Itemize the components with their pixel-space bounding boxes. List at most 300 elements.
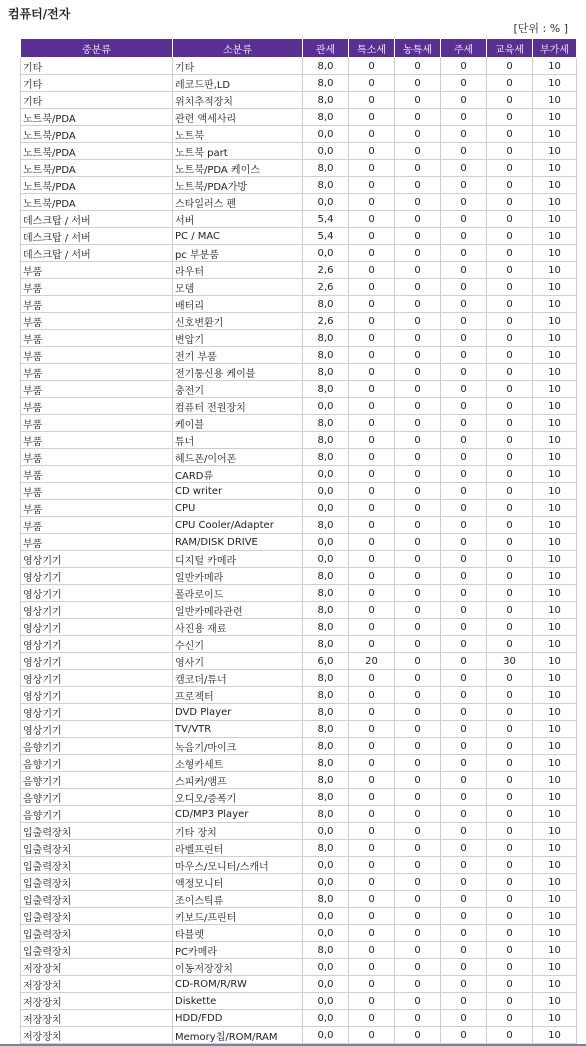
cell-liquor-tax: 0 <box>441 585 487 602</box>
cell-vat: 10 <box>533 449 577 466</box>
cell-customs-duty: 8,0 <box>303 704 349 721</box>
table-row <box>21 908 577 925</box>
table-row <box>21 721 577 738</box>
cell-rural-special-tax: 0 <box>395 449 441 466</box>
cell-rural-special-tax: 0 <box>395 772 441 789</box>
cell-education-tax: 0 <box>487 568 533 585</box>
cell-liquor-tax: 0 <box>441 993 487 1010</box>
cell-rural-special-tax: 0 <box>395 177 441 194</box>
cell-customs-duty: 0,0 <box>303 194 349 211</box>
cell-vat: 10 <box>533 483 577 500</box>
cell-customs-duty: 0,0 <box>303 534 349 551</box>
cell-sub-category: 캠코더/튜너 <box>173 670 303 687</box>
cell-special-consumption-tax: 0 <box>349 466 395 483</box>
cell-liquor-tax: 0 <box>441 908 487 925</box>
cell-mid-category: 음향기기 <box>21 755 173 772</box>
cell-sub-category: 일반카메라관련 <box>173 602 303 619</box>
cell-customs-duty: 8,0 <box>303 517 349 534</box>
cell-customs-duty: 8,0 <box>303 109 349 126</box>
cell-liquor-tax: 0 <box>441 568 487 585</box>
table-row <box>21 602 577 619</box>
cell-vat: 10 <box>533 636 577 653</box>
cell-customs-duty: 8,0 <box>303 330 349 347</box>
cell-sub-category: 스피커/앰프 <box>173 772 303 789</box>
cell-special-consumption-tax: 0 <box>349 874 395 891</box>
cell-special-consumption-tax: 0 <box>349 279 395 296</box>
cell-sub-category: RAM/DISK DRIVE <box>173 534 303 551</box>
cell-customs-duty: 5,4 <box>303 228 349 245</box>
cell-mid-category: 노트북/PDA <box>21 194 173 211</box>
cell-customs-duty: 0,0 <box>303 874 349 891</box>
cell-rural-special-tax: 0 <box>395 585 441 602</box>
cell-education-tax: 0 <box>487 942 533 959</box>
cell-education-tax: 0 <box>487 466 533 483</box>
cell-sub-category: 신호변환기 <box>173 313 303 330</box>
cell-customs-duty: 8,0 <box>303 602 349 619</box>
cell-rural-special-tax: 0 <box>395 92 441 109</box>
cell-vat: 10 <box>533 704 577 721</box>
cell-special-consumption-tax: 0 <box>349 636 395 653</box>
table-row <box>21 364 577 381</box>
cell-rural-special-tax: 0 <box>395 313 441 330</box>
cell-education-tax: 0 <box>487 177 533 194</box>
cell-mid-category: 영상기기 <box>21 551 173 568</box>
cell-sub-category: 이동저장장치 <box>173 959 303 976</box>
table-row <box>21 993 577 1010</box>
cell-vat: 10 <box>533 279 577 296</box>
cell-liquor-tax: 0 <box>441 483 487 500</box>
cell-mid-category: 부품 <box>21 381 173 398</box>
table-row <box>21 568 577 585</box>
cell-education-tax: 0 <box>487 789 533 806</box>
cell-liquor-tax: 0 <box>441 330 487 347</box>
table-row <box>21 92 577 109</box>
cell-sub-category: 서버 <box>173 211 303 228</box>
cell-education-tax: 0 <box>487 755 533 772</box>
cell-special-consumption-tax: 0 <box>349 772 395 789</box>
cell-vat: 10 <box>533 364 577 381</box>
cell-vat: 10 <box>533 568 577 585</box>
table-row <box>21 806 577 823</box>
cell-special-consumption-tax: 0 <box>349 500 395 517</box>
cell-mid-category: 음향기기 <box>21 789 173 806</box>
cell-liquor-tax: 0 <box>441 840 487 857</box>
cell-liquor-tax: 0 <box>441 959 487 976</box>
cell-vat: 10 <box>533 177 577 194</box>
table-row <box>21 840 577 857</box>
cell-vat: 10 <box>533 619 577 636</box>
table-row <box>21 636 577 653</box>
cell-mid-category: 입출력장치 <box>21 840 173 857</box>
table-row <box>21 1010 577 1027</box>
cell-mid-category: 영상기기 <box>21 704 173 721</box>
cell-sub-category: 타블렛 <box>173 925 303 942</box>
cell-customs-duty: 8,0 <box>303 721 349 738</box>
cell-mid-category: 노트북/PDA <box>21 160 173 177</box>
cell-mid-category: 기타 <box>21 92 173 109</box>
cell-special-consumption-tax: 20 <box>349 653 395 670</box>
cell-mid-category: 영상기기 <box>21 653 173 670</box>
cell-rural-special-tax: 0 <box>395 789 441 806</box>
cell-education-tax: 0 <box>487 296 533 313</box>
header-liquor-tax: 주세 <box>441 39 487 58</box>
cell-liquor-tax: 0 <box>441 551 487 568</box>
cell-liquor-tax: 0 <box>441 636 487 653</box>
cell-customs-duty: 8,0 <box>303 789 349 806</box>
cell-sub-category: 라우터 <box>173 262 303 279</box>
cell-mid-category: 영상기기 <box>21 568 173 585</box>
cell-liquor-tax: 0 <box>441 415 487 432</box>
cell-vat: 10 <box>533 228 577 245</box>
cell-vat: 10 <box>533 381 577 398</box>
cell-sub-category: 충전기 <box>173 381 303 398</box>
cell-rural-special-tax: 0 <box>395 993 441 1010</box>
cell-education-tax: 0 <box>487 551 533 568</box>
cell-mid-category: 노트북/PDA <box>21 109 173 126</box>
cell-liquor-tax: 0 <box>441 772 487 789</box>
cell-liquor-tax: 0 <box>441 755 487 772</box>
cell-liquor-tax: 0 <box>441 942 487 959</box>
cell-sub-category: 노트북 <box>173 126 303 143</box>
cell-rural-special-tax: 0 <box>395 364 441 381</box>
table-row <box>21 75 577 92</box>
cell-liquor-tax: 0 <box>441 619 487 636</box>
cell-vat: 10 <box>533 1027 577 1044</box>
cell-liquor-tax: 0 <box>441 738 487 755</box>
cell-liquor-tax: 0 <box>441 313 487 330</box>
cell-rural-special-tax: 0 <box>395 755 441 772</box>
cell-sub-category: Diskette <box>173 993 303 1010</box>
cell-mid-category: 입출력장치 <box>21 925 173 942</box>
cell-liquor-tax: 0 <box>441 109 487 126</box>
cell-customs-duty: 8,0 <box>303 347 349 364</box>
cell-liquor-tax: 0 <box>441 211 487 228</box>
cell-special-consumption-tax: 0 <box>349 177 395 194</box>
table-header-row <box>21 39 577 58</box>
table-row <box>21 976 577 993</box>
cell-special-consumption-tax: 0 <box>349 194 395 211</box>
cell-customs-duty: 8,0 <box>303 687 349 704</box>
cell-vat: 10 <box>533 398 577 415</box>
cell-liquor-tax: 0 <box>441 806 487 823</box>
cell-mid-category: 영상기기 <box>21 687 173 704</box>
cell-special-consumption-tax: 0 <box>349 126 395 143</box>
cell-education-tax: 0 <box>487 840 533 857</box>
cell-liquor-tax: 0 <box>441 857 487 874</box>
cell-customs-duty: 0,0 <box>303 551 349 568</box>
cell-vat: 10 <box>533 1010 577 1027</box>
cell-liquor-tax: 0 <box>441 449 487 466</box>
cell-customs-duty: 2,6 <box>303 313 349 330</box>
cell-special-consumption-tax: 0 <box>349 143 395 160</box>
cell-mid-category: 부품 <box>21 398 173 415</box>
cell-education-tax: 0 <box>487 398 533 415</box>
cell-liquor-tax: 0 <box>441 823 487 840</box>
cell-sub-category: 케이블 <box>173 415 303 432</box>
cell-liquor-tax: 0 <box>441 721 487 738</box>
table-row <box>21 619 577 636</box>
cell-special-consumption-tax: 0 <box>349 228 395 245</box>
header-special-consumption-tax: 특소세 <box>349 39 395 58</box>
cell-customs-duty: 8,0 <box>303 177 349 194</box>
cell-mid-category: 음향기기 <box>21 772 173 789</box>
cell-education-tax: 0 <box>487 908 533 925</box>
cell-special-consumption-tax: 0 <box>349 313 395 330</box>
cell-rural-special-tax: 0 <box>395 160 441 177</box>
table-row <box>21 126 577 143</box>
table-row <box>21 143 577 160</box>
cell-special-consumption-tax: 0 <box>349 245 395 262</box>
cell-vat: 10 <box>533 92 577 109</box>
table-row <box>21 211 577 228</box>
cell-sub-category: 레코드판,LD <box>173 75 303 92</box>
tax-rate-table <box>20 38 577 1044</box>
cell-rural-special-tax: 0 <box>395 823 441 840</box>
cell-sub-category: 배터리 <box>173 296 303 313</box>
cell-special-consumption-tax: 0 <box>349 92 395 109</box>
cell-liquor-tax: 0 <box>441 92 487 109</box>
cell-mid-category: 저장장치 <box>21 993 173 1010</box>
cell-customs-duty: 8,0 <box>303 92 349 109</box>
cell-mid-category: 음향기기 <box>21 738 173 755</box>
cell-liquor-tax: 0 <box>441 160 487 177</box>
cell-liquor-tax: 0 <box>441 534 487 551</box>
table-row <box>21 755 577 772</box>
cell-mid-category: 노트북/PDA <box>21 143 173 160</box>
cell-customs-duty: 8,0 <box>303 432 349 449</box>
cell-vat: 10 <box>533 891 577 908</box>
table-row <box>21 653 577 670</box>
cell-sub-category: 영사기 <box>173 653 303 670</box>
cell-customs-duty: 8,0 <box>303 568 349 585</box>
cell-mid-category: 부품 <box>21 483 173 500</box>
cell-special-consumption-tax: 0 <box>349 721 395 738</box>
cell-mid-category: 노트북/PDA <box>21 177 173 194</box>
cell-rural-special-tax: 0 <box>395 568 441 585</box>
cell-vat: 10 <box>533 313 577 330</box>
cell-education-tax: 0 <box>487 806 533 823</box>
header-customs-duty: 관세 <box>303 39 349 58</box>
header-vat: 부가세 <box>533 39 577 58</box>
cell-sub-category: 튜너 <box>173 432 303 449</box>
cell-education-tax: 0 <box>487 160 533 177</box>
cell-education-tax: 0 <box>487 262 533 279</box>
cell-customs-duty: 8,0 <box>303 585 349 602</box>
cell-education-tax: 0 <box>487 738 533 755</box>
cell-rural-special-tax: 0 <box>395 330 441 347</box>
cell-mid-category: 기타 <box>21 58 173 75</box>
cell-mid-category: 영상기기 <box>21 636 173 653</box>
cell-customs-duty: 0,0 <box>303 483 349 500</box>
cell-rural-special-tax: 0 <box>395 517 441 534</box>
table-row <box>21 857 577 874</box>
cell-customs-duty: 5,4 <box>303 211 349 228</box>
table-body <box>21 58 577 1044</box>
cell-rural-special-tax: 0 <box>395 466 441 483</box>
cell-mid-category: 저장장치 <box>21 1010 173 1027</box>
cell-mid-category: 저장장치 <box>21 1027 173 1044</box>
page-title: 컴퓨터/전자 <box>8 7 71 21</box>
cell-customs-duty: 8,0 <box>303 160 349 177</box>
cell-vat: 10 <box>533 500 577 517</box>
cell-mid-category: 부품 <box>21 449 173 466</box>
cell-education-tax: 0 <box>487 585 533 602</box>
table-row <box>21 262 577 279</box>
cell-mid-category: 영상기기 <box>21 619 173 636</box>
cell-special-consumption-tax: 0 <box>349 993 395 1010</box>
table-row <box>21 245 577 262</box>
cell-rural-special-tax: 0 <box>395 942 441 959</box>
cell-mid-category: 데스크탑 / 서버 <box>21 228 173 245</box>
cell-sub-category: 키보드/프린터 <box>173 908 303 925</box>
cell-sub-category: TV/VTR <box>173 721 303 738</box>
cell-vat: 10 <box>533 755 577 772</box>
cell-rural-special-tax: 0 <box>395 109 441 126</box>
cell-special-consumption-tax: 0 <box>349 364 395 381</box>
cell-vat: 10 <box>533 806 577 823</box>
cell-customs-duty: 6,0 <box>303 653 349 670</box>
cell-customs-duty: 8,0 <box>303 364 349 381</box>
cell-special-consumption-tax: 0 <box>349 415 395 432</box>
table-row <box>21 704 577 721</box>
cell-sub-category: 노트북/PDA가방 <box>173 177 303 194</box>
cell-vat: 10 <box>533 772 577 789</box>
cell-vat: 10 <box>533 296 577 313</box>
cell-liquor-tax: 0 <box>441 687 487 704</box>
cell-mid-category: 기타 <box>21 75 173 92</box>
cell-special-consumption-tax: 0 <box>349 840 395 857</box>
cell-special-consumption-tax: 0 <box>349 823 395 840</box>
cell-customs-duty: 8,0 <box>303 738 349 755</box>
table-row <box>21 415 577 432</box>
cell-sub-category: 노트북/PDA 케이스 <box>173 160 303 177</box>
cell-customs-duty: 0,0 <box>303 925 349 942</box>
cell-education-tax: 0 <box>487 1027 533 1044</box>
cell-special-consumption-tax: 0 <box>349 789 395 806</box>
cell-sub-category: 관련 액세사리 <box>173 109 303 126</box>
cell-sub-category: 모뎀 <box>173 279 303 296</box>
cell-liquor-tax: 0 <box>441 347 487 364</box>
table-row <box>21 959 577 976</box>
cell-education-tax: 0 <box>487 772 533 789</box>
cell-liquor-tax: 0 <box>441 891 487 908</box>
cell-sub-category: Memory칩/ROM/RAM <box>173 1027 303 1044</box>
table-row <box>21 551 577 568</box>
cell-liquor-tax: 0 <box>441 670 487 687</box>
cell-vat: 10 <box>533 75 577 92</box>
cell-rural-special-tax: 0 <box>395 602 441 619</box>
cell-mid-category: 부품 <box>21 432 173 449</box>
cell-rural-special-tax: 0 <box>395 738 441 755</box>
cell-education-tax: 0 <box>487 279 533 296</box>
cell-customs-duty: 0,0 <box>303 823 349 840</box>
cell-special-consumption-tax: 0 <box>349 381 395 398</box>
cell-customs-duty: 2,6 <box>303 262 349 279</box>
header-sub-category: 소분류 <box>173 39 303 58</box>
cell-education-tax: 0 <box>487 432 533 449</box>
cell-special-consumption-tax: 0 <box>349 976 395 993</box>
cell-rural-special-tax: 0 <box>395 874 441 891</box>
cell-education-tax: 0 <box>487 721 533 738</box>
cell-education-tax: 0 <box>487 245 533 262</box>
cell-vat: 10 <box>533 789 577 806</box>
table-row <box>21 789 577 806</box>
cell-vat: 10 <box>533 466 577 483</box>
cell-customs-duty: 8,0 <box>303 75 349 92</box>
cell-vat: 10 <box>533 126 577 143</box>
cell-special-consumption-tax: 0 <box>349 704 395 721</box>
cell-liquor-tax: 0 <box>441 296 487 313</box>
cell-vat: 10 <box>533 58 577 75</box>
cell-vat: 10 <box>533 585 577 602</box>
cell-liquor-tax: 0 <box>441 976 487 993</box>
cell-education-tax: 0 <box>487 211 533 228</box>
cell-special-consumption-tax: 0 <box>349 602 395 619</box>
cell-vat: 10 <box>533 245 577 262</box>
cell-customs-duty: 0,0 <box>303 466 349 483</box>
cell-rural-special-tax: 0 <box>395 75 441 92</box>
cell-sub-category: PC카메라 <box>173 942 303 959</box>
cell-rural-special-tax: 0 <box>395 653 441 670</box>
table-row <box>21 534 577 551</box>
cell-special-consumption-tax: 0 <box>349 738 395 755</box>
cell-education-tax: 30 <box>487 653 533 670</box>
cell-customs-duty: 2,6 <box>303 279 349 296</box>
cell-mid-category: 영상기기 <box>21 585 173 602</box>
table-row <box>21 466 577 483</box>
cell-rural-special-tax: 0 <box>395 1010 441 1027</box>
header-education-tax: 교육세 <box>487 39 533 58</box>
cell-rural-special-tax: 0 <box>395 704 441 721</box>
cell-liquor-tax: 0 <box>441 925 487 942</box>
cell-sub-category: 조이스틱류 <box>173 891 303 908</box>
cell-special-consumption-tax: 0 <box>349 160 395 177</box>
cell-rural-special-tax: 0 <box>395 891 441 908</box>
cell-vat: 10 <box>533 517 577 534</box>
table-row <box>21 925 577 942</box>
cell-education-tax: 0 <box>487 381 533 398</box>
cell-liquor-tax: 0 <box>441 75 487 92</box>
table-row <box>21 585 577 602</box>
cell-liquor-tax: 0 <box>441 398 487 415</box>
cell-liquor-tax: 0 <box>441 500 487 517</box>
table-row <box>21 398 577 415</box>
cell-sub-category: 라벨프린터 <box>173 840 303 857</box>
cell-customs-duty: 8,0 <box>303 670 349 687</box>
cell-mid-category: 입출력장치 <box>21 857 173 874</box>
cell-education-tax: 0 <box>487 92 533 109</box>
cell-rural-special-tax: 0 <box>395 58 441 75</box>
cell-education-tax: 0 <box>487 636 533 653</box>
cell-vat: 10 <box>533 551 577 568</box>
cell-sub-category: 전기통신용 케이블 <box>173 364 303 381</box>
cell-education-tax: 0 <box>487 364 533 381</box>
cell-rural-special-tax: 0 <box>395 279 441 296</box>
table-row <box>21 228 577 245</box>
cell-rural-special-tax: 0 <box>395 908 441 925</box>
cell-rural-special-tax: 0 <box>395 687 441 704</box>
cell-sub-category: 소형카세트 <box>173 755 303 772</box>
table-row <box>21 483 577 500</box>
cell-rural-special-tax: 0 <box>395 1027 441 1044</box>
cell-special-consumption-tax: 0 <box>349 330 395 347</box>
cell-rural-special-tax: 0 <box>395 194 441 211</box>
cell-education-tax: 0 <box>487 313 533 330</box>
cell-vat: 10 <box>533 653 577 670</box>
cell-sub-category: 수신기 <box>173 636 303 653</box>
cell-liquor-tax: 0 <box>441 789 487 806</box>
cell-mid-category: 부품 <box>21 313 173 330</box>
